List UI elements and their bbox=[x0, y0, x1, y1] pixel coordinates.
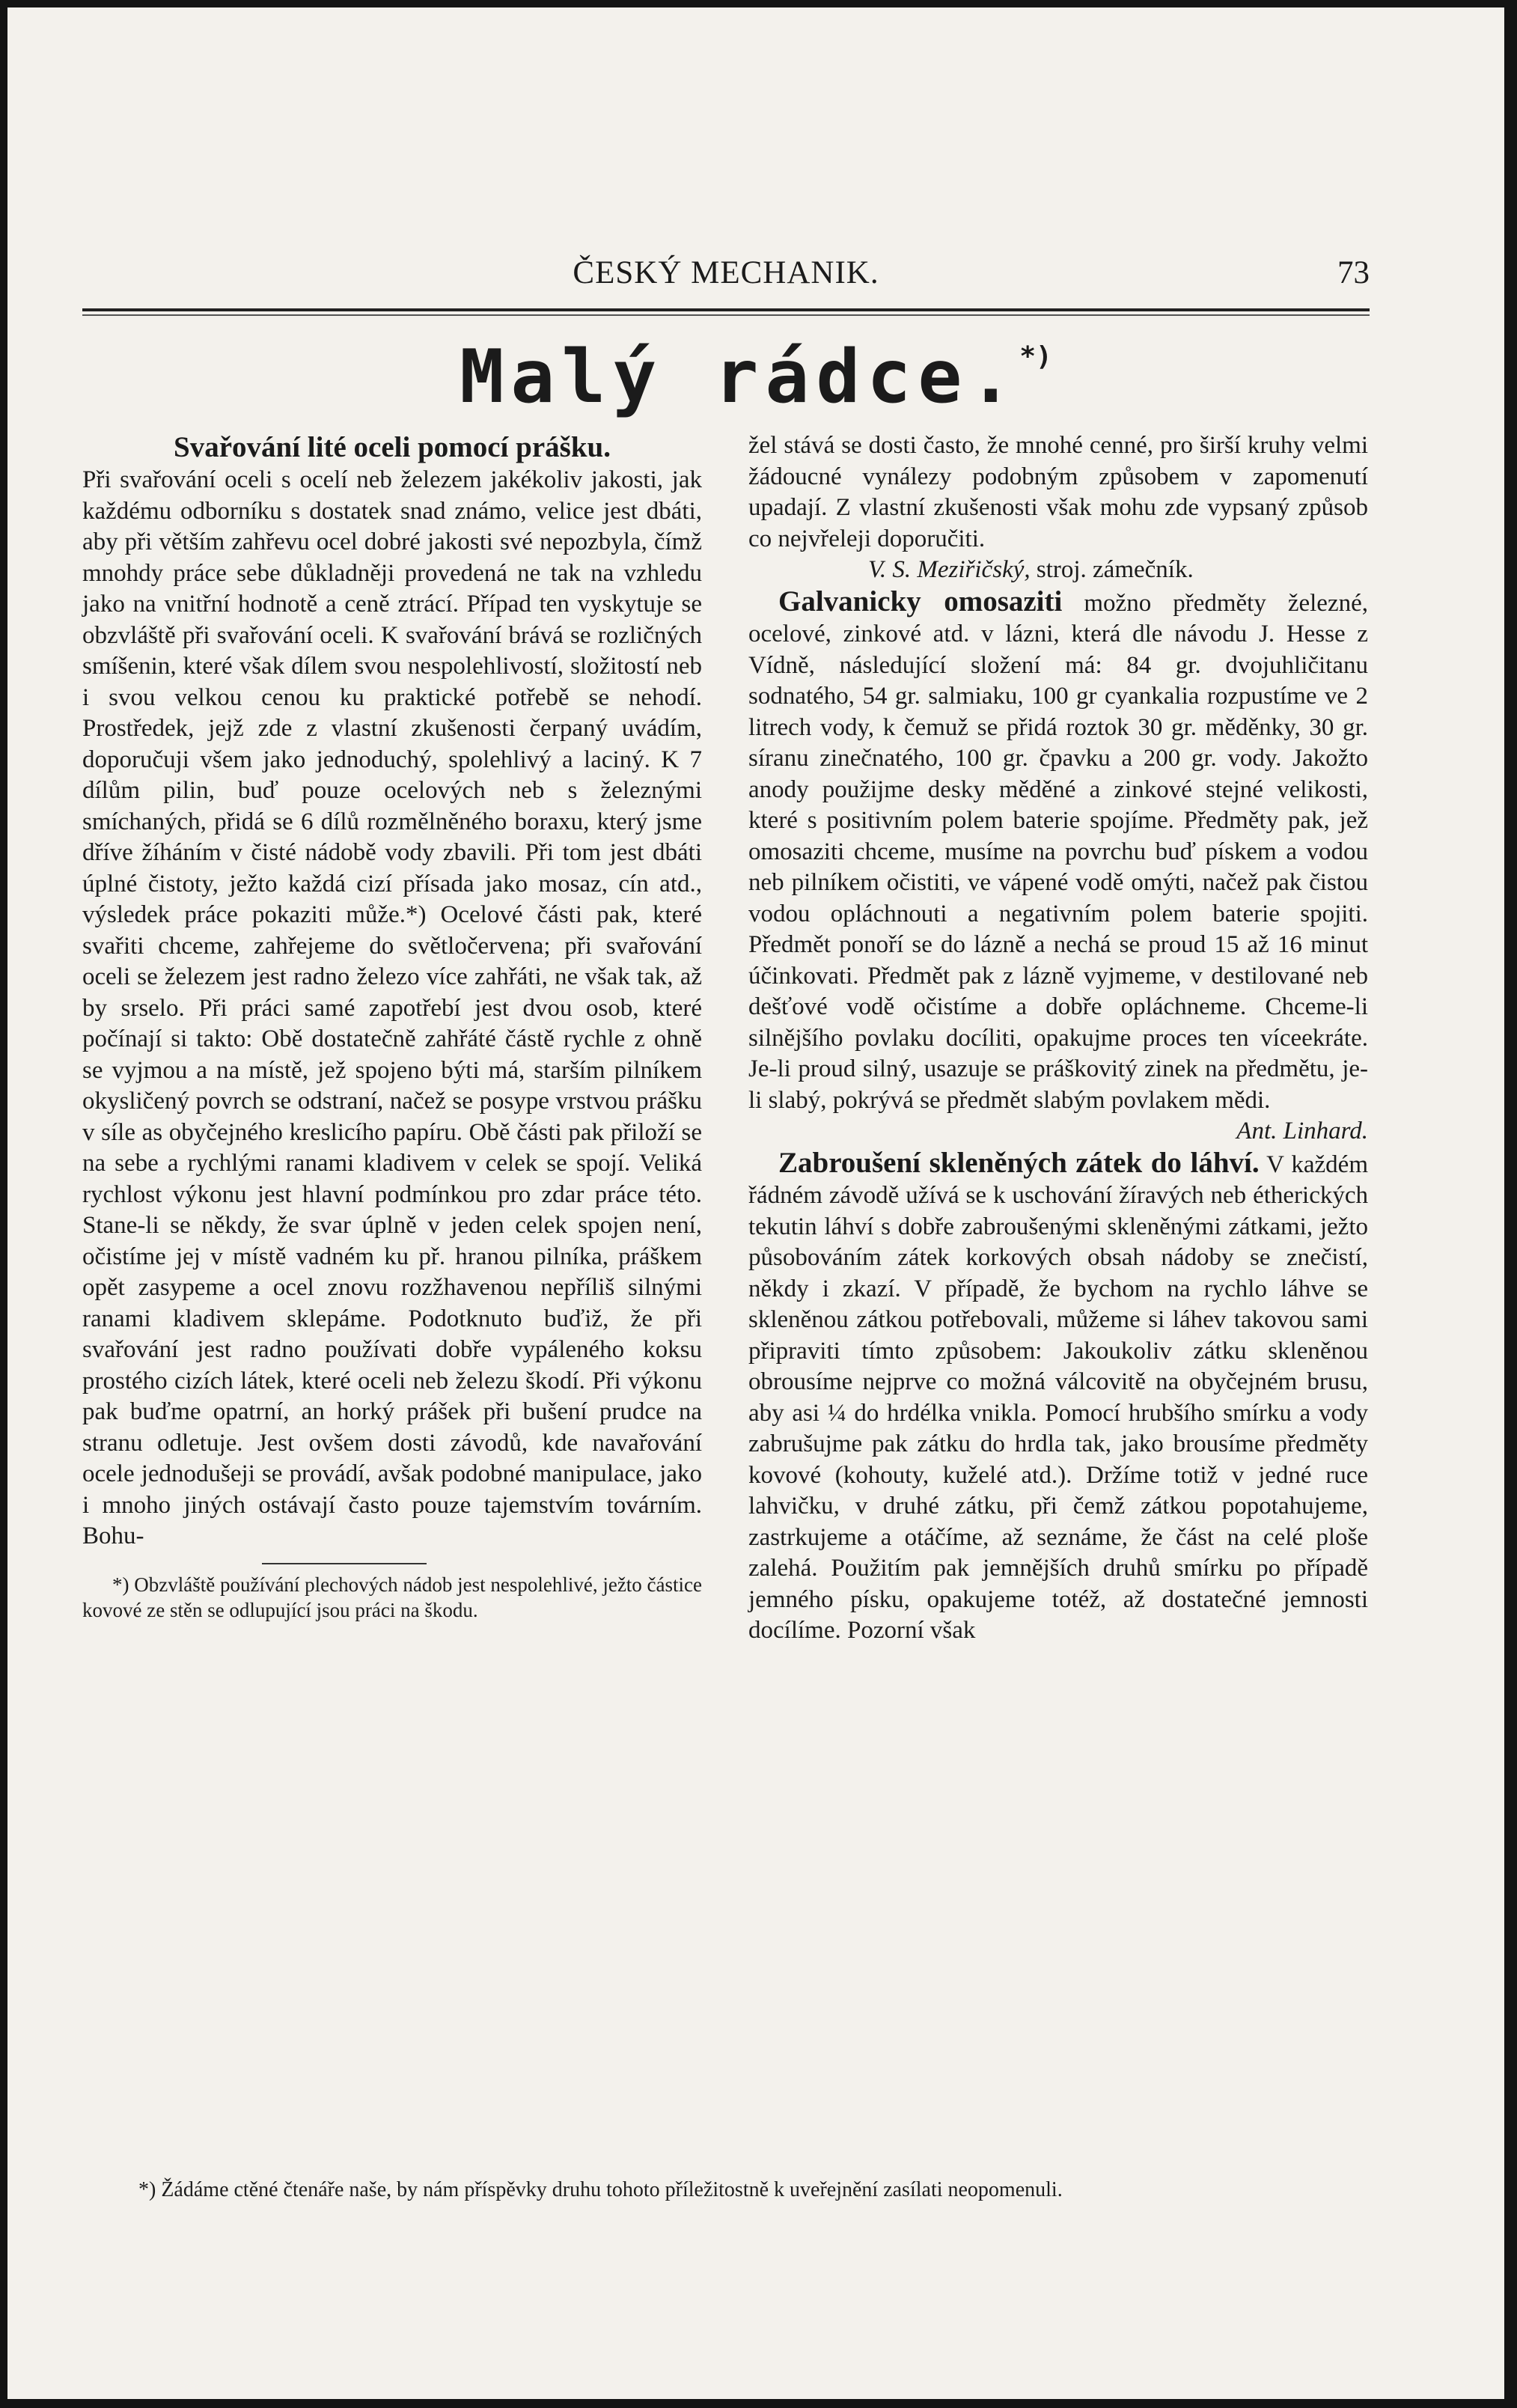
footnote-rule bbox=[262, 1563, 427, 1564]
journal-title: ČESKÝ MECHANIK. bbox=[573, 255, 879, 290]
section-heading-galvanic: Galvanicky omosaziti bbox=[778, 585, 1063, 618]
page bbox=[7, 7, 1504, 2399]
section-body-stoppers: V každém řádném závodě užívá se k uschování žíravých neb étherických tekutin láhví s dobře zabroušenými skleněnými zátkami, ježto působováním zátek korkových obsah nádoby se znečistí, někdy i zkazí. V případě, že bychom na rychlo láhve se skleněnou zátkou potřebovali, můžeme si láhev takovou sami připraviti tímto způsobem: Jakoukoliv zátku skleněnou obrousíme nejprve co možná válcovitě na obyčejném brusu, aby asi ¼ do hrdélka vnikla. Pomocí hrubšího smírku a vody zabrušujme pak zátku do hrdla tak, jako brousíme předměty kovové (kohouty, kuželé atd.). Držíme totiž v jedné ruce lahvičku, v druhé zátku, při čemž zátkou popotahujeme, zastrkujeme a otáčíme, až seznáme, že část na celé ploše zalehá. Použitím pak jemnějších druhů smírku po případě jemného písku, opakujeme totéž, až dostatečné jemnosti docílíme. Pozorní však bbox=[748, 1150, 1368, 1644]
author-role: stroj. zámečník. bbox=[1036, 556, 1194, 583]
article-title-footnote-mark: *) bbox=[1019, 341, 1052, 372]
section-body-welding: Při svařování oceli s ocelí neb železem jakékoliv jakosti, jak každému odborníku s dostatek snad známo, velice jest dbáti, aby při větším zahřevu ocel dobré jakosti své nepozbyla, čímž mnohdy práce sebe důkladněji provedená ne tak na vzhledu jako na vnitřní hodnotě a ceně ztrácí. Případ ten vyskytuje se obzvláště při svařování oceli. K svařování brává se rozličných smíšenin, které však dílem svou nespolehlivostí, složitostí neb i svou velkou cenou ku praktické potřebě se nehodí. Prostředek, jejž zde z vlastní zkušenosti čerpaný uvádím, doporučuji všem jako jednoduchý, spolehlivý a laciný. K 7 dílům pilin, buď pouze ocelových neb s železnými smíchaných, přidá se 6 dílů rozmělněného boraxu, který jsme dříve žíháním v čisté nádobě vody zbavili. Při tom jest dbáti úplné čistoty, ježto každá cizí přísada jako mosaz, cín atd., výsledek práce pokaziti může.*) Ocelové části pak, které svařiti chceme, zahřejeme do světločervena; při svařování oceli se železem jest radno železo více zahřáti, ne však tak, až by srselo. Při práci samé zapotřebí jest dvou osob, které počínají si takto: Obě dostatečně zahřáté částě rychle z ohně se vyjmou a na místě, jež spojeno býti má, starším pilníkem okysličený povrch se odstraní, načež se posype vrstvou prášku v síle as obyčejného kreslicího papíru. Obě části pak přiloží se na sebe a rychlými ranami kladivem v celek se spojí. Veliká rychlost výkonu jest hlavní podmínkou pro zdar práce této. Stane-li se někdy, že svar úplně v jeden celek spojen není, očistíme jej v místě vadném ku př. hranou pilníka, práškem opět zasypeme a ocel znovu rozžhavenou nepříliš silnými ranami kladivem sklepáme. Podotknuto buďiž, že při svařování jest radno používati dobře vypáleného koksu prostého cizích látek, které oceli neb železu škodí. Při výkonu pak buďme opatrní, an horký prášek při bušení prudce na stranu odletuje. Jest ovšem dosti závodů, kde navařování ocele jednodušeji se provádí, avšak podobné manipulace, jako i mnoho jiných ostávají často pouze tajemstvím továrním. Bohu- bbox=[82, 466, 702, 1549]
section-heading-welding: Svařování lité oceli pomocí prášku. bbox=[174, 431, 611, 463]
section-heading-stoppers: Zabroušení skleněných zátek do láhví. bbox=[778, 1146, 1260, 1179]
left-column bbox=[82, 430, 702, 1623]
section-stoppers bbox=[748, 1147, 1368, 1647]
header-rule bbox=[82, 308, 1370, 311]
running-head bbox=[82, 254, 1370, 299]
section-body-welding-continued: žel stává se dosti často, že mnohé cenné, pro širší kruhy velmi žádoucné vynálezy podobným způsobem v zapomenutí upadají. Z vlastní zkušenosti však mohu zde vypsaný způsob co nejvřeleji doporučiti. bbox=[748, 432, 1368, 552]
article-title: Malý rádce. bbox=[460, 335, 1020, 420]
page-number: 73 bbox=[1337, 255, 1370, 290]
article-title-block bbox=[7, 335, 1504, 420]
author-meziricsky: V. S. Meziřičský, bbox=[868, 556, 1031, 583]
section-galvanic bbox=[748, 586, 1368, 1117]
page-footnote: *) Žádáme ctěné čtenáře naše, by nám příspěvky druhu tohoto příležitostně k uveřejnění zasílati neopomenuli. bbox=[138, 2178, 1063, 2201]
right-column bbox=[748, 430, 1368, 1647]
column-footnote: *) Obzvláště používání plechových nádob jest nespolehlivé, ježto částice kovové ze stěn se odlupující jsou práci na škodu. bbox=[82, 1573, 702, 1621]
section-body-galvanic: možno předměty železné, ocelové, zinkové atd. v lázni, která dle návodu J. Hesse z Vídně, následující složení má: 84 gr. dvojuhličitanu sodnatého, 54 gr. salmiaku, 100 gr cyankalia rozpustíme ve 2 litrech vody, k čemuž se přidá roztok 30 gr. měděnky, 30 gr. síranu zinečnatého, 100 gr. čpavku a 200 gr. vody. Jakožto anody použijme desky měděné a zinkové stejné velikosti, které s positivním polem baterie spojíme. Předměty pak, jež omosaziti chceme, musíme na povrchu buď pískem a vodou neb pilníkem očistiti, ve vápené vodě omýti, načež pak čistou vodou opláchnouti a negativním polem baterie spojiti. Předmět ponoří se do lázně a nechá se proud 15 až 16 minut účinkovati. Předmět pak z lázně vyjmeme, v destilované neb dešťové vodě očistíme a dobře opláchneme. Chceme-li silnějšího povlaku docíliti, opakujme proces ten víceekráte. Je-li proud silný, usazuje se práškovitý zinek na předmětu, je-li slabý, pokrývá se předmět slabým povlakem mědi. bbox=[748, 589, 1368, 1114]
author-linhard: Ant. Linhard. bbox=[1236, 1118, 1368, 1144]
header-rule-thin bbox=[82, 314, 1370, 316]
signature-welding bbox=[748, 555, 1368, 586]
